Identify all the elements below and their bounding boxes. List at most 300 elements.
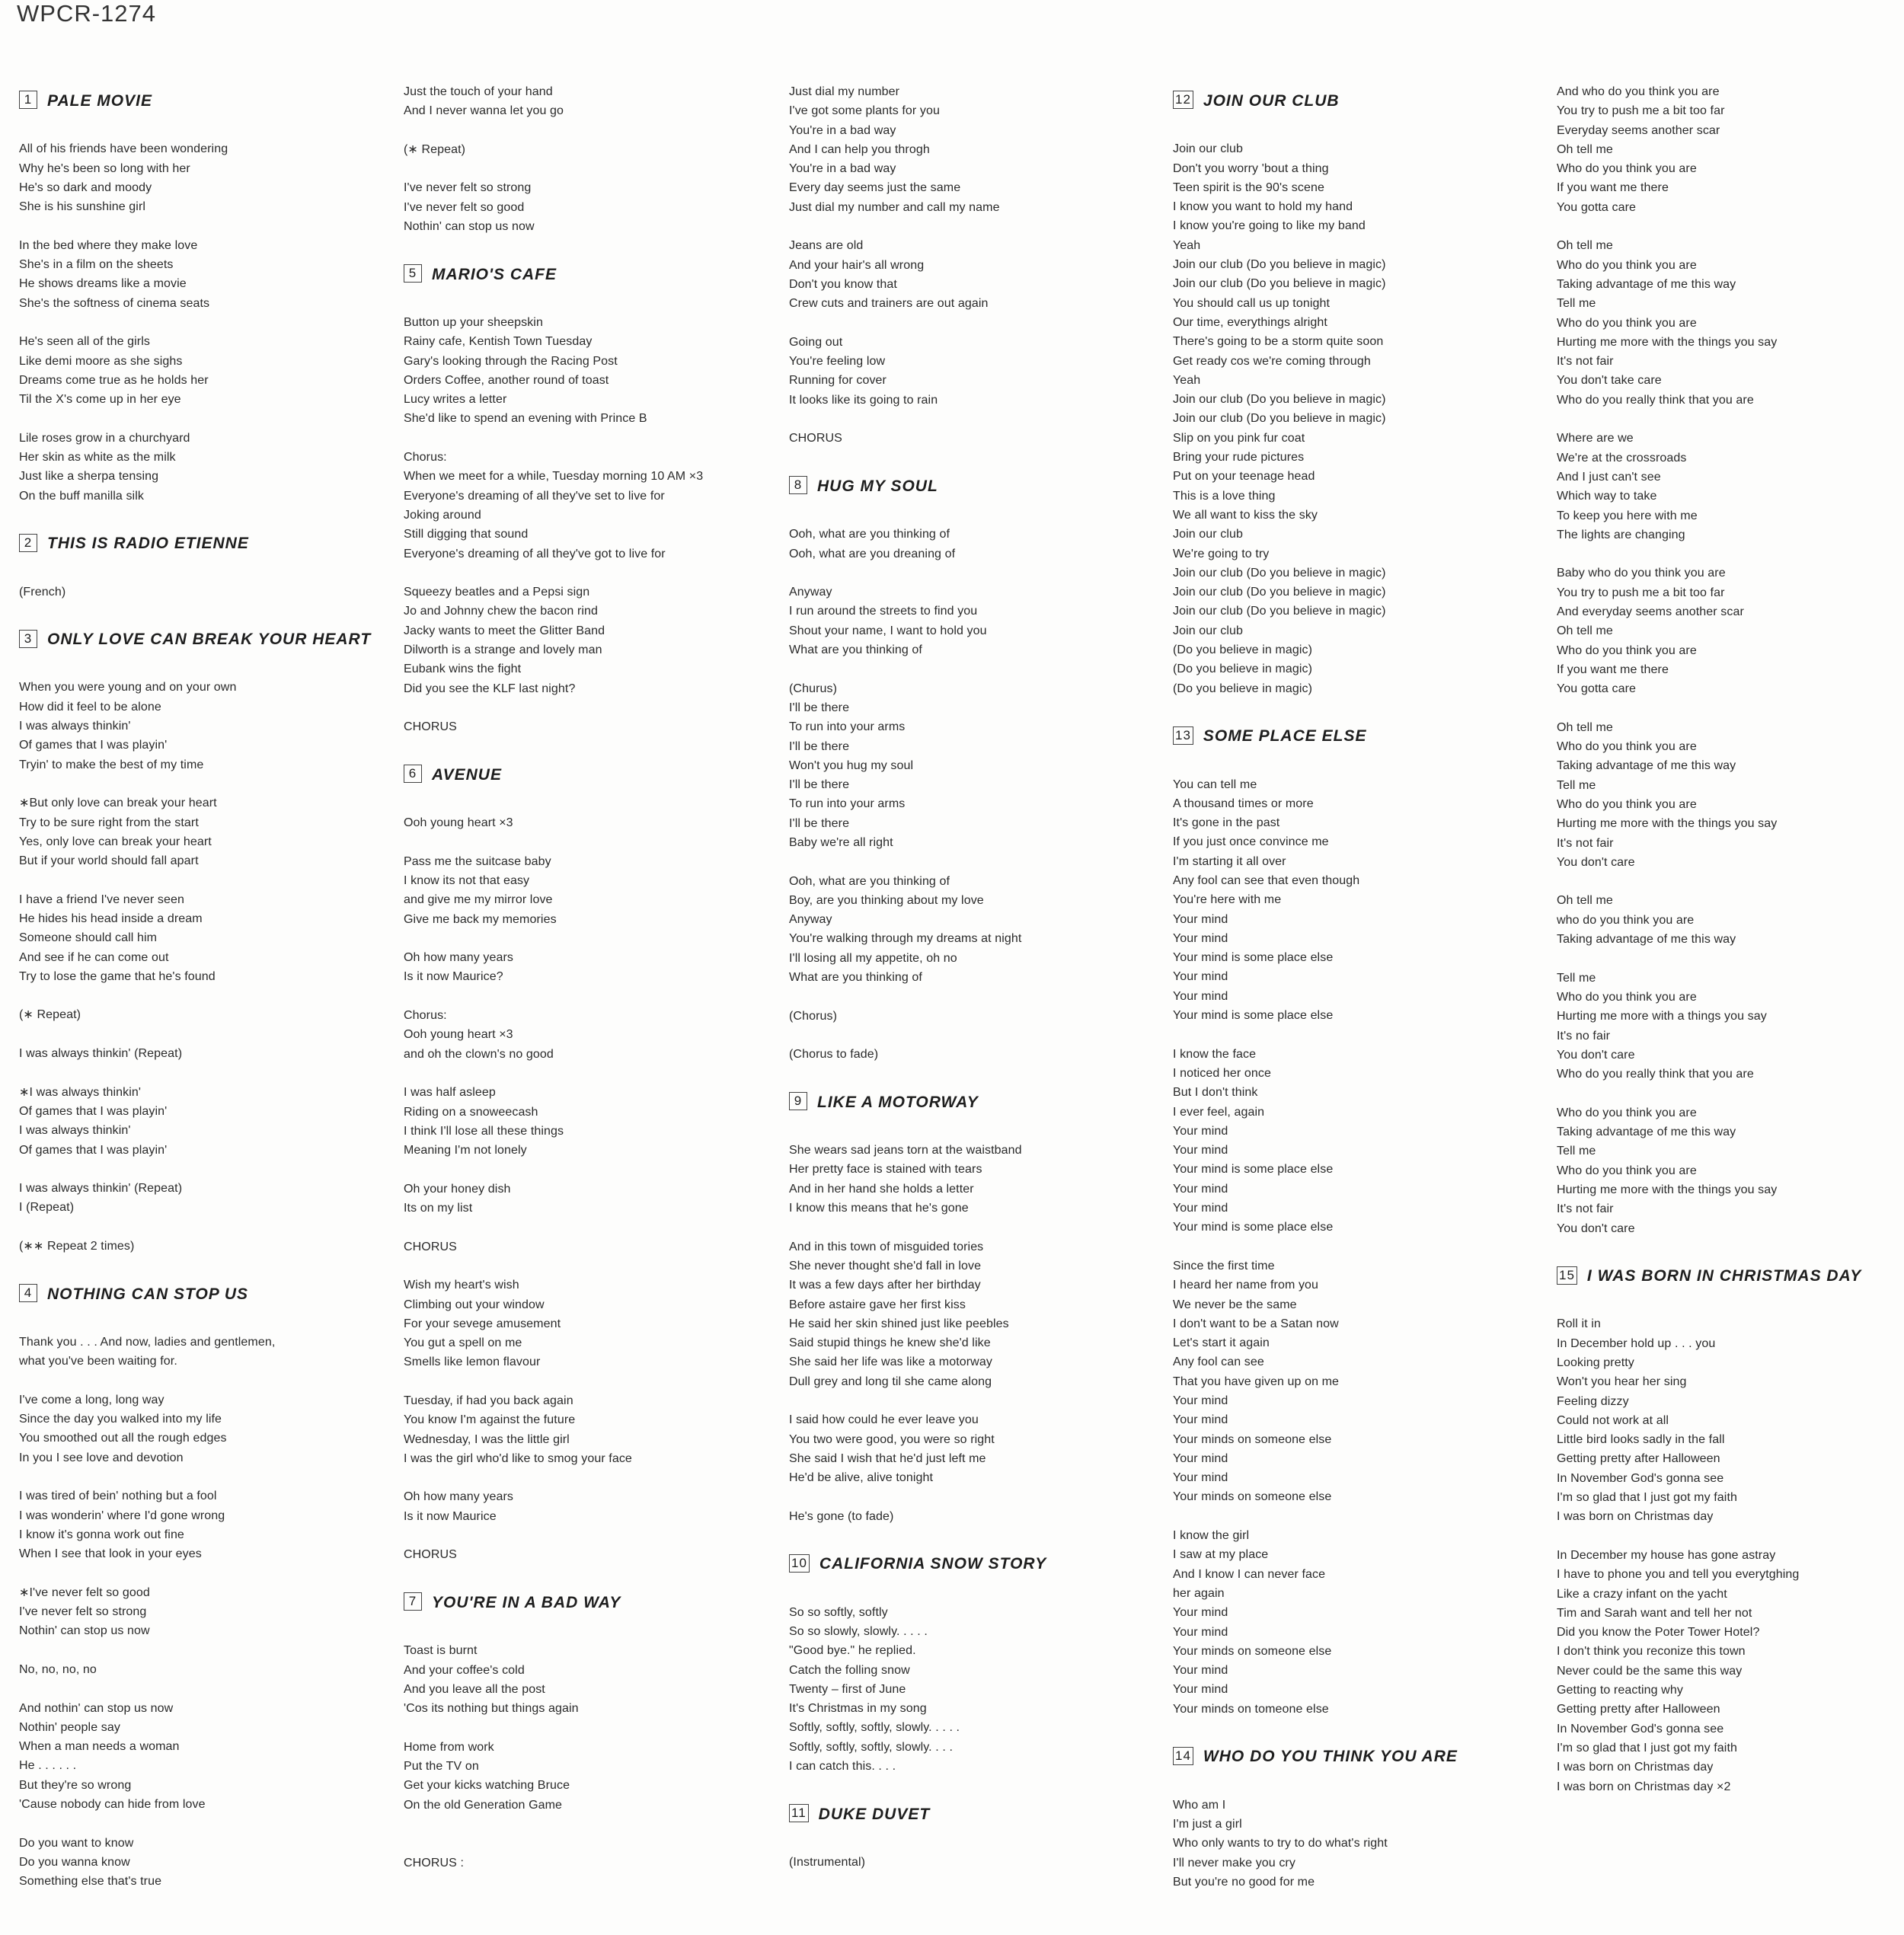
lyric-line: and oh the clown's no good (404, 1047, 554, 1061)
lyric-line: Yes, only love can break your heart (19, 835, 212, 848)
song-title (789, 1084, 1147, 1122)
track-number: 9 (789, 1092, 807, 1110)
song-title (19, 621, 377, 659)
lyric-line: I've never felt so strong (404, 181, 532, 195)
lyric-line: I've never felt so good (404, 200, 525, 214)
stanza-spacer (789, 1526, 1147, 1545)
lyric-line: Just dial my number and call my name (789, 200, 1000, 214)
lyric-line: Never could be the same this way (1557, 1664, 1743, 1678)
track-number: 10 (789, 1554, 810, 1573)
stanza-spacer (404, 1565, 762, 1584)
lyric-line: Climbing out your window (404, 1298, 545, 1311)
track-number: 3 (19, 630, 37, 648)
lyric-line: Join our club (1173, 528, 1244, 541)
lyric-line: In December hold up . . . you (1557, 1336, 1716, 1350)
lyric-line: Oh tell me (1557, 894, 1613, 908)
stanza-spacer (19, 1025, 377, 1044)
lyric-line: And who do you think you are (1557, 85, 1720, 98)
lyric-line: Getting to reacting why (1557, 1684, 1683, 1697)
lyric-line: Smells like lemon flavour (404, 1355, 541, 1369)
lyric-line: He hides his head inside a dream (19, 912, 203, 925)
lyric-line: Let's start it again (1173, 1336, 1270, 1350)
lyric-line: We all want to kiss the sky (1173, 508, 1318, 522)
lyric-line: Any fool can see that even though (1173, 873, 1360, 887)
stanza-spacer (19, 1641, 377, 1660)
stanza-spacer (19, 1218, 377, 1237)
song-title-text: YOU'RE IN A BAD WAY (432, 1593, 621, 1611)
lyric-line: In November God's gonna see (1557, 1471, 1724, 1485)
lyric-line: I was always thinkin' (19, 720, 131, 733)
lyric-line: I don't think you reconize this town (1557, 1645, 1746, 1659)
lyric-line: I know the girl (1173, 1529, 1250, 1543)
lyric-line: Your mind (1173, 1471, 1228, 1485)
lyric-line: I'm so glad that I just got my faith (1557, 1741, 1737, 1755)
lyric-line: what you've been waiting for. (19, 1355, 177, 1368)
lyric-line: Which way to take (1557, 490, 1657, 503)
lyric-line: Dilworth is a strange and lovely man (404, 643, 602, 657)
lyric-line: (Churus) (789, 682, 838, 695)
lyric-line: And I never wanna let you go (404, 104, 564, 118)
lyric-line: Join our club (1173, 624, 1244, 637)
stanza-spacer (1557, 1295, 1904, 1314)
lyric-line: I'm just a girl (1173, 1817, 1242, 1831)
lyric-line: And in her hand she holds a letter (789, 1182, 974, 1196)
song-title-text: JOIN OUR CLUB (1203, 92, 1340, 110)
lyric-line: Just the touch of your hand (404, 85, 553, 98)
lyric-line: Oh tell me (1557, 239, 1613, 253)
song-title (404, 1584, 762, 1622)
lyric-line: 'Cause nobody can hide from love (19, 1798, 206, 1812)
stanza-spacer (1557, 949, 1904, 968)
lyric-line: Your mind is some place else (1173, 1221, 1334, 1234)
lyric-line: If you want me there (1557, 663, 1669, 676)
lyric-line: Orders Coffee, another round of toast (404, 373, 609, 387)
lyric-line: I heard her name from you (1173, 1279, 1319, 1292)
lyric-line: Softly, softly, softly, slowly. . . . (789, 1740, 954, 1754)
lyric-line: Something else that's true (19, 1875, 162, 1889)
lyric-line: You're feeling low (789, 355, 886, 369)
lyric-line: CHORUS (789, 432, 842, 445)
lyric-line: Chorus: (404, 1009, 447, 1023)
lyric-line: I'm so glad that I just got my faith (1557, 1491, 1737, 1505)
lyric-line: All of his friends have been wondering (19, 142, 228, 156)
lyric-line: Twenty – first of June (789, 1682, 906, 1696)
lyric-line: So so slowly, slowly. . . . . (789, 1624, 928, 1638)
stanza-spacer (404, 832, 762, 851)
lyric-line: Your mind (1173, 1606, 1228, 1620)
stanza-spacer (404, 564, 762, 583)
lyric-line: Before astaire gave her first kiss (789, 1298, 966, 1311)
stanza-spacer (404, 294, 762, 313)
lyric-line: Shout your name, I want to hold you (789, 624, 987, 637)
stanza-spacer (1557, 699, 1904, 718)
lyric-line: Joking around (404, 508, 481, 522)
track-number: 14 (1173, 1747, 1193, 1765)
lyric-line: She's the softness of cinema seats (19, 296, 210, 310)
stanza-spacer (19, 506, 377, 525)
lyric-line: I know its not that easy (404, 873, 530, 887)
lyric-line: Your mind (1173, 970, 1228, 984)
stanza-spacer (19, 1679, 377, 1698)
lyric-line: She never thought she'd fall in love (789, 1259, 982, 1272)
lyric-line: Our time, everythings alright (1173, 315, 1327, 329)
lyric-line: You two were good, you were so right (789, 1432, 995, 1446)
lyric-line: And your hair's all wrong (789, 258, 925, 272)
song-title (1557, 1257, 1904, 1295)
lyric-line: Thank you . . . And now, ladies and gentlemen, (19, 1335, 276, 1349)
lyric-line: Toast is burnt (404, 1644, 478, 1658)
lyric-line: Join our club (Do you believe in magic) (1173, 566, 1386, 580)
lyric-line: Your mind is some place else (1173, 1009, 1334, 1023)
lyric-line: I know the face (1173, 1047, 1257, 1061)
lyric-line: Said stupid things he knew she'd like (789, 1336, 991, 1350)
lyric-line: When you were young and on your own (19, 681, 237, 694)
lyric-line: Where are we (1557, 432, 1634, 445)
lyric-line: Join our club (Do you believe in magic) (1173, 393, 1386, 407)
lyric-line: (∗ Repeat) (404, 142, 466, 156)
track-number: 15 (1557, 1266, 1577, 1285)
lyric-line: Jeans are old (789, 239, 864, 253)
lyric-line: There's going to be a storm quite soon (1173, 335, 1384, 349)
lyric-line: For your sevege amusement (404, 1317, 561, 1330)
lyric-line: I know you want to hold my hand (1173, 200, 1353, 214)
lyric-line: You try to push me a bit too far (1557, 586, 1725, 599)
stanza-spacer (1557, 217, 1904, 236)
lyric-line: Join our club (Do you believe in magic) (1173, 258, 1386, 272)
song-title (404, 756, 762, 794)
lyric-line: I was always thinkin' (19, 1124, 131, 1138)
track-number: 2 (19, 534, 37, 552)
lyric-line: You're in a bad way (789, 123, 896, 137)
lyric-line: Rainy cafe, Kentish Town Tuesday (404, 335, 593, 349)
lyric-line: I'll losing all my appetite, oh no (789, 951, 957, 965)
lyric-line: I was always thinkin' (Repeat) (19, 1047, 183, 1061)
lyric-line: But I don't think (1173, 1086, 1258, 1100)
lyric-line: I'll be there (789, 701, 850, 714)
lyric-line: Join our club (Do you believe in magic) (1173, 277, 1386, 291)
stanza-spacer (19, 1814, 377, 1833)
lyric-line: CHORUS : (404, 1856, 465, 1870)
lyric-line: Who do you think you are (1557, 1106, 1697, 1119)
stanza-spacer (404, 698, 762, 717)
lyric-line: Did you know the Poter Tower Hotel? (1557, 1626, 1760, 1640)
stanza-spacer (19, 1160, 377, 1179)
lyric-line: Who only wants to try to do what's right (1173, 1837, 1388, 1850)
lyric-line: In you I see love and devotion (19, 1451, 184, 1464)
lyric-line: If you want me there (1557, 181, 1669, 195)
lyric-line: "Good bye." he replied. (789, 1644, 916, 1658)
lyric-line: I have to phone you and tell you everytghing (1557, 1568, 1800, 1582)
lyric-line: I was wonderin' where I'd gone wrong (19, 1509, 225, 1522)
stanza-spacer (1173, 1237, 1531, 1256)
lyric-line: In November God's gonna see (1557, 1722, 1724, 1735)
lyric-line: Everyone's dreaming of all they've set to live for (404, 489, 665, 503)
stanza-spacer (19, 774, 377, 793)
lyric-line: Oh how many years (404, 951, 513, 965)
stanza-spacer (1173, 1025, 1531, 1044)
lyric-line: Join our club (Do you believe in magic) (1173, 605, 1386, 618)
lyric-line: Oh tell me (1557, 142, 1613, 156)
stanza-spacer (1173, 120, 1531, 139)
lyric-line: Gary's looking through the Racing Post (404, 354, 618, 368)
lyric-line: Bring your rude pictures (1173, 451, 1305, 465)
lyric-line: The lights are changing (1557, 528, 1685, 541)
lyric-line: Looking pretty (1557, 1356, 1634, 1369)
lyric-line: I was tired of bein' nothing but a fool (19, 1490, 217, 1503)
lyric-line: Ooh, what are you thinking of (789, 528, 950, 541)
stanza-spacer (789, 314, 1147, 333)
stanza-spacer (19, 602, 377, 621)
lyric-line: You don't care (1557, 1221, 1635, 1235)
lyric-line: (Chorus) (789, 1009, 838, 1023)
lyric-line: If you just once convince me (1173, 835, 1329, 849)
lyric-line: ∗I've never felt so good (19, 1585, 150, 1599)
lyric-line: It's gone in the past (1173, 816, 1280, 830)
lyric-line: And everyday seems another scar (1557, 605, 1744, 619)
lyric-line: And I can help you throgh (789, 142, 930, 156)
lyric-line: Your mind (1173, 989, 1228, 1003)
track-number: 1 (19, 91, 37, 109)
lyric-line: It's not fair (1557, 836, 1614, 850)
stanza-spacer (1173, 698, 1531, 717)
stanza-spacer (404, 1372, 762, 1391)
lyric-line: CHORUS (404, 720, 457, 734)
lyric-line: I said how could he ever leave you (789, 1413, 979, 1427)
song-title-text: DUKE DUVET (818, 1805, 931, 1823)
stanza-spacer (19, 409, 377, 428)
lyric-line: Your minds on someone else (1173, 1432, 1332, 1446)
lyric-line: Every day seems just the same (789, 181, 961, 195)
lyric-line: Baby we're all right (789, 835, 893, 849)
lyric-line: I know you're going to like my band (1173, 219, 1366, 233)
stanza-spacer (1557, 1084, 1904, 1103)
lyric-line: Your mind (1173, 1664, 1228, 1678)
stanza-spacer (19, 313, 377, 332)
lyric-line: To run into your arms (789, 797, 906, 811)
lyric-line: Who do you really think that you are (1557, 1068, 1754, 1081)
song-title-text: NOTHING CAN STOP US (47, 1285, 249, 1303)
lyric-line: Taking advantage of me this way (1557, 277, 1736, 291)
lyrics-column-5 (1557, 82, 1904, 1796)
lyric-line: Going out (789, 335, 843, 349)
lyric-line: Your mind (1173, 1202, 1228, 1215)
lyric-line: He's seen all of the girls (19, 335, 150, 349)
lyric-line: When a man needs a woman (19, 1740, 180, 1754)
lyric-line: Could not work at all (1557, 1413, 1669, 1427)
lyric-line: Chorus: (404, 451, 447, 465)
lyric-line: You should call us up tonight (1173, 296, 1331, 310)
stanza-spacer (789, 1065, 1147, 1084)
lyric-line: She'd like to spend an evening with Prince B (404, 412, 647, 426)
lyric-line: Get your kicks watching Bruce (404, 1779, 570, 1793)
lyric-line: I don't want to be a Satan now (1173, 1317, 1339, 1330)
lyric-line: (Chorus to fade) (789, 1048, 879, 1062)
catalog-number: WPCR-1274 (17, 0, 156, 27)
lyric-line: You don't take care (1557, 374, 1662, 388)
lyric-line: I was born on Christmas day ×2 (1557, 1780, 1731, 1793)
lyric-line: I ever feel, again (1173, 1105, 1265, 1119)
lyrics-column-1 (19, 82, 377, 1892)
lyric-line: She's in a film on the sheets (19, 258, 174, 272)
lyric-line: No, no, no, no (19, 1662, 97, 1676)
lyric-line: What are you thinking of (789, 643, 922, 657)
lyric-line: Just like a sherpa tensing (19, 470, 159, 484)
stanza-spacer (404, 1815, 762, 1834)
lyric-line: (Do you believe in magic) (1173, 682, 1313, 695)
lyric-line: Til the X's come up in her eye (19, 393, 181, 407)
lyric-line: So so softly, softly (789, 1605, 888, 1619)
stanza-spacer (789, 852, 1147, 871)
song-title-text: PALE MOVIE (47, 92, 152, 110)
lyric-line: I can catch this. . . . (789, 1760, 896, 1774)
lyric-line: Your minds on someone else (1173, 1490, 1332, 1504)
lyric-line: Hurting me more with the things you say (1557, 817, 1778, 831)
stanza-spacer (404, 1218, 762, 1237)
stanza-spacer (789, 1776, 1147, 1795)
lyric-line: Try to lose the game that he's found (19, 969, 216, 983)
lyric-line: But they're so wrong (19, 1778, 132, 1792)
lyric-line: Put on your teenage head (1173, 470, 1315, 484)
lyric-line: I was born on Christmas day (1557, 1510, 1714, 1524)
lyric-line: Dreams come true as he holds her (19, 373, 209, 387)
lyric-line: CHORUS (404, 1240, 457, 1253)
stanza-spacer (789, 564, 1147, 583)
lyric-line: And you leave all the post (404, 1682, 545, 1696)
lyric-line: And I just can't see (1557, 470, 1661, 484)
lyric-line: Hurting me more with the things you say (1557, 335, 1778, 349)
stanza-spacer (789, 1834, 1147, 1853)
lyric-line: She wears sad jeans torn at the waistband (789, 1144, 1022, 1157)
stanza-spacer (1557, 1527, 1904, 1546)
lyric-line: Join our club (Do you believe in magic) (1173, 586, 1386, 599)
lyric-line: And in this town of misguided tories (789, 1240, 984, 1253)
stanza-spacer (404, 1526, 762, 1545)
stanza-spacer (404, 159, 762, 178)
lyric-line: Tell me (1557, 297, 1596, 311)
lyric-line: her again (1173, 1586, 1225, 1600)
stanza-spacer (789, 1218, 1147, 1237)
lyric-line: Catch the folling snow (789, 1663, 910, 1677)
lyric-line: Ooh, what are you dreaning of (789, 547, 956, 560)
lyric-line: Your mind (1173, 1182, 1228, 1196)
lyric-line: I noticed her once (1173, 1066, 1271, 1080)
lyric-line: Button up your sheepskin (404, 315, 543, 329)
lyric-line: Tell me (1557, 1145, 1596, 1158)
lyric-line: But if your world should fall apart (19, 854, 199, 868)
lyric-line: Tell me (1557, 971, 1596, 985)
stanza-spacer (789, 1391, 1147, 1410)
lyric-line: You gut a spell on me (404, 1336, 522, 1350)
lyric-line: We never be the same (1173, 1298, 1297, 1311)
lyric-line: Who do you really think that you are (1557, 393, 1754, 407)
lyric-line: (French) (19, 585, 66, 599)
lyric-line: You're in a bad way (789, 162, 896, 176)
stanza-spacer (404, 1468, 762, 1487)
lyric-line: He's gone (to fade) (789, 1509, 894, 1523)
lyric-line: I'll be there (789, 739, 850, 753)
stanza-spacer (404, 236, 762, 255)
lyric-line: Eubank wins the fight (404, 663, 522, 676)
lyric-line: On the buff manilla silk (19, 489, 144, 503)
lyric-line: Who do you think you are (1557, 740, 1697, 754)
lyric-line: Your mind (1173, 1625, 1228, 1639)
lyric-line: Do you wanna know (19, 1855, 130, 1869)
lyric-line: When we meet for a while, Tuesday morning 10 AM ×3 (404, 470, 704, 484)
lyric-line: Home from work (404, 1740, 494, 1754)
lyric-line: Wish my heart's wish (404, 1279, 519, 1292)
lyric-line: Join our club (1173, 142, 1244, 156)
lyric-line: To keep you here with me (1557, 509, 1698, 522)
lyric-line: To run into your arms (789, 720, 906, 734)
stanza-spacer (789, 659, 1147, 679)
lyric-line: Your mind (1173, 1394, 1228, 1407)
stanza-spacer (19, 1371, 377, 1391)
lyric-line: Your minds on someone else (1173, 1644, 1332, 1658)
lyric-line: In December my house has gone astray (1557, 1548, 1776, 1562)
lyric-line: That you have given up on me (1173, 1375, 1340, 1388)
stanza-spacer (789, 449, 1147, 468)
track-number: 5 (404, 264, 422, 283)
song-title-text: HUG MY SOUL (817, 477, 938, 495)
stanza-spacer (19, 1314, 377, 1333)
lyric-line: Your mind is some place else (1173, 951, 1334, 965)
stanza-spacer (404, 1256, 762, 1276)
lyric-line: Who do you think you are (1557, 797, 1697, 811)
lyric-line: Hurting me more with a things you say (1557, 1010, 1767, 1023)
song-title-text: MARIO'S CAFE (432, 265, 557, 283)
lyric-line: Just dial my number (789, 85, 900, 98)
lyric-line: And your coffee's cold (404, 1663, 525, 1677)
lyric-line: Tell me (1557, 778, 1596, 792)
lyric-line: Your mind (1173, 931, 1228, 945)
lyric-line: You don't care (1557, 1048, 1635, 1062)
lyric-line: (Do you believe in magic) (1173, 643, 1313, 657)
stanza-spacer (1557, 872, 1904, 891)
lyric-line: She said I wish that he'd just left me (789, 1451, 986, 1465)
lyric-line: Jacky wants to meet the Glitter Band (404, 624, 605, 637)
lyric-line: A thousand times or more (1173, 797, 1314, 810)
stanza-spacer (789, 506, 1147, 525)
lyric-line: I (Repeat) (19, 1201, 75, 1215)
lyric-line: Your mind (1173, 1124, 1228, 1138)
stanza-spacer (404, 737, 762, 756)
song-title (789, 1545, 1147, 1583)
lyric-line: (Instrumental) (789, 1855, 866, 1869)
lyric-line: Running for cover (789, 374, 887, 388)
lyric-line: Roll it in (1557, 1317, 1601, 1331)
lyric-line: Her skin as white as the milk (19, 451, 176, 465)
lyric-line: I was always thinkin' (Repeat) (19, 1182, 183, 1196)
song-title-text: I WAS BORN IN CHRISTMAS DAY (1586, 1267, 1862, 1285)
track-number: 6 (404, 765, 422, 783)
lyric-line: (∗ Repeat) (19, 1008, 81, 1022)
lyrics-column-3 (789, 82, 1147, 1872)
lyric-line: Oh how many years (404, 1490, 513, 1504)
lyric-line: You gotta care (1557, 200, 1637, 214)
lyric-line: Join our club (Do you believe in magic) (1173, 412, 1386, 426)
lyric-line: Oh tell me (1557, 720, 1613, 734)
lyric-line: Like demi moore as she sighs (19, 354, 183, 368)
stanza-spacer (19, 216, 377, 235)
lyric-line: I run around the streets to find you (789, 605, 978, 618)
lyric-line: What are you thinking of (789, 971, 922, 985)
lyric-line: Someone should call him (19, 931, 158, 945)
lyric-line: It's not fair (1557, 1202, 1614, 1216)
stanza-spacer (1173, 1507, 1531, 1526)
lyric-line: Won't you hug my soul (789, 758, 914, 772)
lyric-line: It's no fair (1557, 1029, 1611, 1043)
lyric-line: Don't you know that (789, 277, 897, 291)
